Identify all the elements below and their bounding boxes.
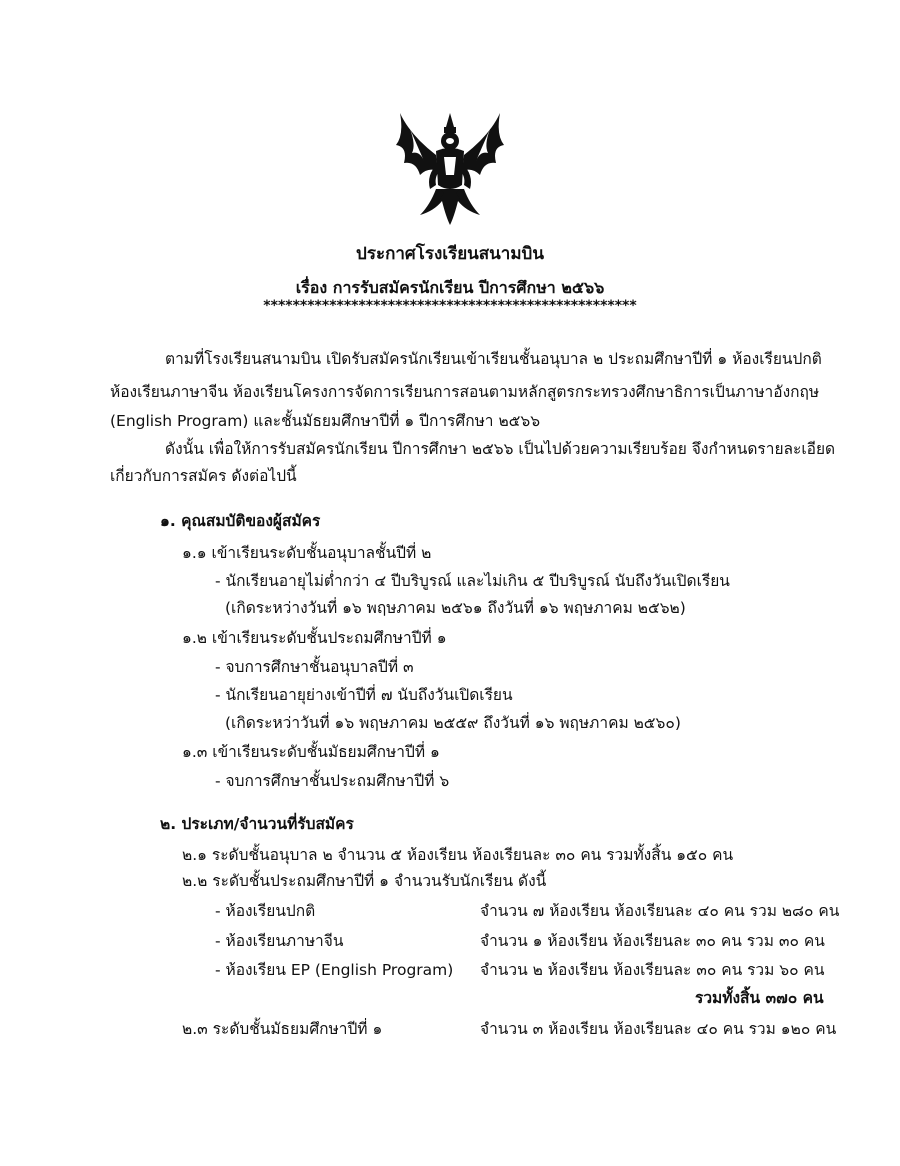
room-type-detail: จำนวน ๒ ห้องเรียน ห้องเรียนละ ๓๐ คน รวม ๖๐ คน — [480, 961, 825, 979]
room-type-detail: จำนวน ๑ ห้องเรียน ห้องเรียนละ ๓๐ คน รวม ๓๐ คน — [480, 932, 825, 950]
section-2-heading: ๒. ประเภท/จำนวนที่รับสมัคร — [160, 815, 354, 833]
section-1-2: ๑.๒ เข้าเรียนระดับชั้นประถมศึกษาปีที่ ๑ — [182, 629, 447, 647]
announcement-subject: เรื่อง การรับสมัครนักเรียน ปีการศึกษา ๒๕๖๖ — [295, 278, 605, 297]
section-1-3-a: - จบการศึกษาชั้นประถมศึกษาปีที่ ๖ — [215, 772, 450, 790]
intro-line-1: ตามที่โรงเรียนสนามบิน เปิดรับสมัครนักเรียนเข้าเรียนชั้นอนุบาล ๒ ประถมศึกษาปีที่ ๑ ห้องเรียนปกติ — [165, 350, 822, 368]
room-type-label: - ห้องเรียนปกติ — [215, 902, 316, 920]
intro-line-5: เกี่ยวกับการสมัคร ดังต่อไปนี้ — [110, 467, 297, 485]
section-1-2-b: - นักเรียนอายุย่างเข้าปีที่ ๗ นับถึงวันเปิดเรียน — [215, 686, 513, 704]
section-1-1: ๑.๑ เข้าเรียนระดับชั้นอนุบาลชั้นปีที่ ๒ — [182, 544, 432, 562]
grand-total: รวมทั้งสิ้น ๓๗๐ คน — [695, 989, 824, 1007]
section-1-heading: ๑. คุณสมบัติของผู้สมัคร — [160, 512, 321, 530]
section-2-3-label: ๒.๓ ระดับชั้นมัธยมศึกษาปีที่ ๑ — [182, 1020, 383, 1038]
room-type-label: - ห้องเรียน EP (English Program) — [215, 961, 454, 979]
section-1-2-c: (เกิดระหว่าวันที่ ๑๖ พฤษภาคม ๒๕๕๙ ถึงวันที่ ๑๖ พฤษภาคม ๒๕๖๐) — [225, 714, 681, 732]
intro-line-3: (English Program) และชั้นมัธยมศึกษาปีที่ ๑ ปีการศึกษา ๒๕๖๖ — [110, 412, 541, 430]
section-2-1: ๒.๑ ระดับชั้นอนุบาล ๒ จำนวน ๕ ห้องเรียน ห้องเรียนละ ๓๐ คน รวมทั้งสิ้น ๑๕๐ คน — [182, 846, 734, 864]
section-2-3-detail: จำนวน ๓ ห้องเรียน ห้องเรียนละ ๔๐ คน รวม ๑๒๐ คน — [480, 1020, 837, 1038]
room-type-detail: จำนวน ๗ ห้องเรียน ห้องเรียนละ ๔๐ คน รวม ๒๘๐ คน — [480, 902, 840, 920]
section-1-2-a: - จบการศึกษาชั้นอนุบาลปีที่ ๓ — [215, 658, 414, 676]
intro-line-4: ดังนั้น เพื่อให้การรับสมัครนักเรียน ปีการศึกษา ๒๕๖๖ เป็นไปด้วยความเรียบร้อย จึงกำหนดรายละเอียด — [165, 440, 836, 458]
section-1-3: ๑.๓ เข้าเรียนระดับชั้นมัธยมศึกษาปีที่ ๑ — [182, 743, 440, 761]
room-type-label: - ห้องเรียนภาษาจีน — [215, 932, 344, 950]
section-1-1-b: (เกิดระหว่างวันที่ ๑๖ พฤษภาคม ๒๕๖๑ ถึงวันที่ ๑๖ พฤษภาคม ๒๕๖๒) — [225, 599, 686, 617]
garuda-emblem-icon — [390, 105, 510, 230]
section-2-2: ๒.๒ ระดับชั้นประถมศึกษาปีที่ ๑ จำนวนรับนักเรียน ดังนี้ — [182, 872, 547, 890]
announcement-title: ประกาศโรงเรียนสนามบิน — [356, 244, 544, 264]
section-1-1-a: - นักเรียนอายุไม่ต่ำกว่า ๔ ปีบริบูรณ์ และไม่เกิน ๕ ปีบริบูรณ์ นับถึงวันเปิดเรียน — [215, 572, 730, 590]
intro-line-2: ห้องเรียนภาษาจีน ห้องเรียนโครงการจัดการเรียนการสอนตามหลักสูตรกระทรวงศึกษาธิการเป็นภาษาอังกฤษ — [110, 383, 820, 401]
divider-stars: *************************************************** — [263, 298, 637, 314]
